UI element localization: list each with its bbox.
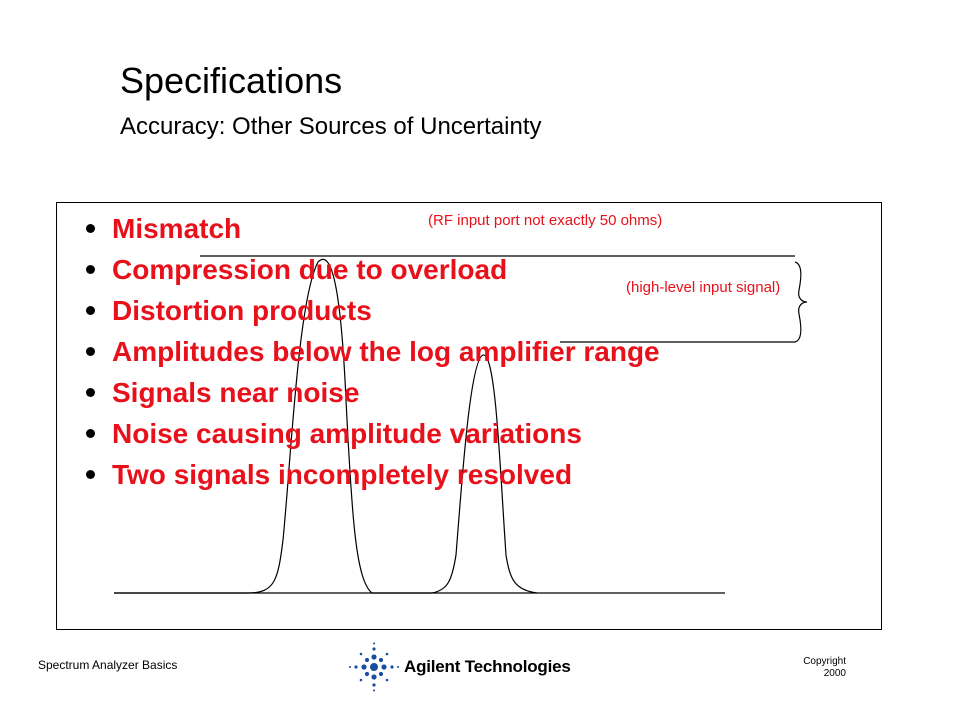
- list-item: [82, 331, 660, 372]
- bullet-icon: [86, 265, 95, 274]
- list-item: [82, 413, 660, 454]
- copyright-label: Copyright: [803, 656, 846, 667]
- page-title: Specifications: [120, 60, 343, 101]
- footer-copyright: [760, 656, 846, 680]
- list-item-label: Signals near noise: [112, 377, 360, 408]
- uncertainty-list: [82, 208, 663, 495]
- bullet-icon: [86, 429, 95, 438]
- logo-wordmark: Agilent Technologies: [404, 657, 571, 676]
- list-item-label: Compression due to overload: [112, 254, 508, 285]
- list-item-label: Amplitudes below the log amplifier range: [112, 336, 660, 367]
- brace-right: [795, 262, 807, 342]
- footer-course-title: Spectrum Analyzer Basics: [38, 658, 178, 672]
- page-subtitle: Accuracy: Other Sources of Uncertainty: [120, 113, 542, 140]
- list-item: [82, 290, 660, 331]
- list-item-label: Distortion products: [112, 295, 372, 326]
- agilent-spark-icon: [348, 642, 400, 692]
- bullet-icon: [86, 347, 95, 356]
- list-item: [82, 249, 660, 290]
- bullet-icon: [86, 470, 95, 479]
- list-item: [82, 372, 660, 413]
- rf-input-note: (RF input port not exactly 50 ohms): [428, 212, 663, 229]
- bullet-icon: [86, 306, 95, 315]
- list-item: [82, 454, 660, 495]
- high-level-input-note: (high-level input signal): [626, 279, 781, 296]
- list-item-label: Mismatch: [112, 213, 242, 244]
- list-item-label: Noise causing amplitude variations: [112, 418, 582, 449]
- company-logo: [348, 642, 588, 692]
- copyright-year: 2000: [823, 668, 846, 679]
- bullet-icon: [86, 224, 95, 233]
- list-item-label: Two signals incompletely resolved: [112, 459, 573, 490]
- bullet-icon: [86, 388, 95, 397]
